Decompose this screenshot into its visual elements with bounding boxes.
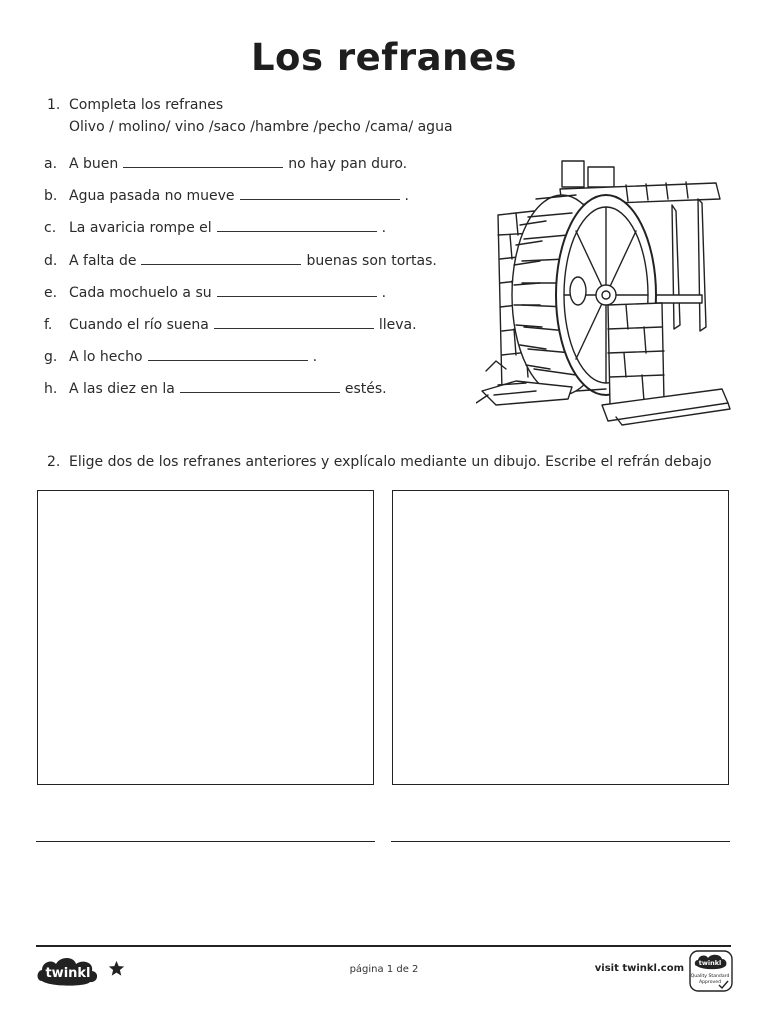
item-letter: c. xyxy=(44,220,57,236)
logo-text: twinkl xyxy=(45,966,91,981)
item-text-before: A lo hecho xyxy=(69,349,143,365)
question-1-number: 1. xyxy=(47,97,61,113)
answer-blank[interactable] xyxy=(180,380,340,393)
item-letter: h. xyxy=(44,381,58,397)
page-title: Los refranes xyxy=(250,36,517,79)
item-letter: b. xyxy=(44,188,58,204)
item-letter: d. xyxy=(44,253,58,269)
item-text-before: A falta de xyxy=(69,253,137,269)
item-text-after: . xyxy=(404,188,409,204)
list-item xyxy=(44,187,409,204)
item-text-after: no hay pan duro. xyxy=(288,156,408,172)
list-item xyxy=(44,316,417,333)
item-letter: a. xyxy=(44,156,58,172)
writing-line-left[interactable] xyxy=(36,841,375,842)
page-number: página 1 de 2 xyxy=(349,964,419,975)
answer-blank[interactable] xyxy=(214,316,374,329)
answer-blank[interactable] xyxy=(240,187,400,200)
item-text-after: . xyxy=(312,349,318,365)
answer-blank[interactable] xyxy=(217,219,377,232)
word-bank: Olivo / molino/ vino /saco /hambre /pecho /cama/ agua xyxy=(69,119,453,135)
list-item xyxy=(44,348,317,365)
item-letter: f. xyxy=(44,317,53,333)
writing-line-right[interactable] xyxy=(391,841,730,842)
list-item xyxy=(44,284,386,301)
item-text-before: Cada mochuelo a su xyxy=(69,285,212,301)
answer-blank[interactable] xyxy=(148,348,308,361)
list-item xyxy=(44,219,386,236)
quality-badge-icon xyxy=(689,950,733,992)
water-mill-illustration xyxy=(476,155,736,435)
drawing-box-left[interactable] xyxy=(37,490,374,785)
item-text-after: . xyxy=(381,285,387,301)
item-text-after: lleva. xyxy=(378,317,417,333)
item-text-before: Cuando el río suena xyxy=(69,317,209,333)
answer-blank[interactable] xyxy=(217,284,377,297)
visit-link[interactable]: visit twinkl.com xyxy=(594,963,684,974)
question-1-instruction: Completa los refranes xyxy=(69,97,224,113)
answer-blank[interactable] xyxy=(123,155,283,168)
badge-brand: twinkl xyxy=(698,959,722,967)
item-text-after: estés. xyxy=(344,381,387,397)
item-text-before: A buen xyxy=(69,156,119,172)
drawing-box-right[interactable] xyxy=(392,490,729,785)
footer-divider xyxy=(36,945,731,947)
question-2-number: 2. xyxy=(47,454,61,470)
list-item xyxy=(44,155,407,172)
question-2-instruction: Elige dos de los refranes anteriores y explícalo mediante un dibujo. Escribe el refrán debajo xyxy=(69,454,712,470)
item-text-after: buenas son tortas. xyxy=(306,253,437,269)
list-item xyxy=(44,252,437,269)
item-text-before: Agua pasada no mueve xyxy=(69,188,235,204)
item-letter: e. xyxy=(44,285,58,301)
item-text-after: . xyxy=(381,220,387,236)
badge-line-2: Approved xyxy=(698,980,722,985)
item-letter: g. xyxy=(44,349,58,365)
badge-line-1: Quality Standard xyxy=(690,974,730,979)
list-item xyxy=(44,380,387,397)
item-text-before: A las diez en la xyxy=(69,381,175,397)
answer-blank[interactable] xyxy=(141,252,301,265)
item-text-before: La avaricia rompe el xyxy=(69,220,212,236)
